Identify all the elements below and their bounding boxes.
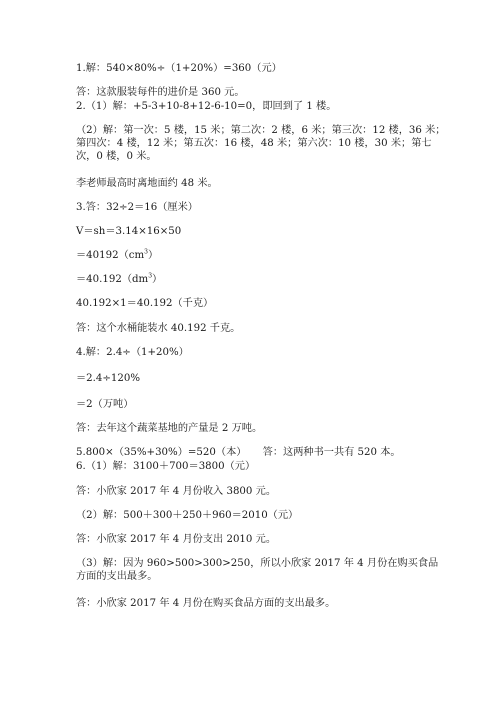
answer-2-part-1: 2.（1）解：+5-3+10-8+12-6-10=0，即回到了 1 楼。	[76, 101, 337, 112]
answer-6-part-1: 6.（1）解：3100＋700＝3800（元）	[76, 461, 256, 472]
answer-2-conclusion: 李老师最高时离地面约 48 米。	[76, 178, 218, 189]
answer-4-step-2: ＝2.4÷120%	[76, 373, 141, 384]
answer-3-step-1: 3.答：32÷2＝16（厘米）	[76, 202, 198, 213]
answer-3-volume-dm: $=40.192(dm^3)$	[76, 272, 163, 285]
answer-3-formula: V＝sh＝3.14×16×50	[76, 226, 182, 237]
answer-3-weight: 40.192×1＝40.192（千克）	[76, 298, 214, 309]
answer-6-part-1-conclusion: 答：小欣家 2017 年 4 月份收入 3800 元。	[76, 486, 277, 497]
answer-3-volume-cm: $=40192(cm^3)$	[76, 248, 159, 261]
answer-2-part-2: （2）解：第一次：5 楼，15 米；第二次：2 楼，6 米；第三次：12 楼，36 米；第四次：4 楼，12 米；第五次：16 楼，48 米；第六次：10 楼，30 米；第七次，0 楼，0 米。	[76, 125, 446, 162]
answer-4-step-3: ＝2（万吨）	[76, 399, 134, 410]
answer-4-conclusion: 答：去年这个蔬菜基地的产量是 2 万吨。	[76, 423, 263, 434]
answer-4-step-1: 4.解：2.4÷（1+20%）	[76, 347, 189, 358]
answer-3-conclusion: 答：这个水桶能装水 40.192 千克。	[76, 323, 241, 334]
answer-1-conclusion: 答：这款服装每件的进价是 360 元。	[76, 87, 245, 98]
answer-5: 5.800×（35%+30%）=520（本） 答：这两种书一共有 520 本。	[76, 447, 401, 458]
answer-6-part-3-conclusion: 答：小欣家 2017 年 4 月份在购买食品方面的支出最多。	[76, 598, 336, 609]
answer-6-part-3: （3）解：因为 960>500>300>250，所以小欣家 2017 年 4 月份在购买食品方面的支出最多。	[76, 558, 439, 582]
answer-6-part-2: （2）解：500＋300＋250＋960＝2010（元）	[76, 510, 299, 521]
answer-1-calculation: 1.解：540×80%÷（1+20%）=360（元）	[76, 63, 282, 74]
answer-6-part-2-conclusion: 答：小欣家 2017 年 4 月份支出 2010 元。	[76, 534, 277, 545]
